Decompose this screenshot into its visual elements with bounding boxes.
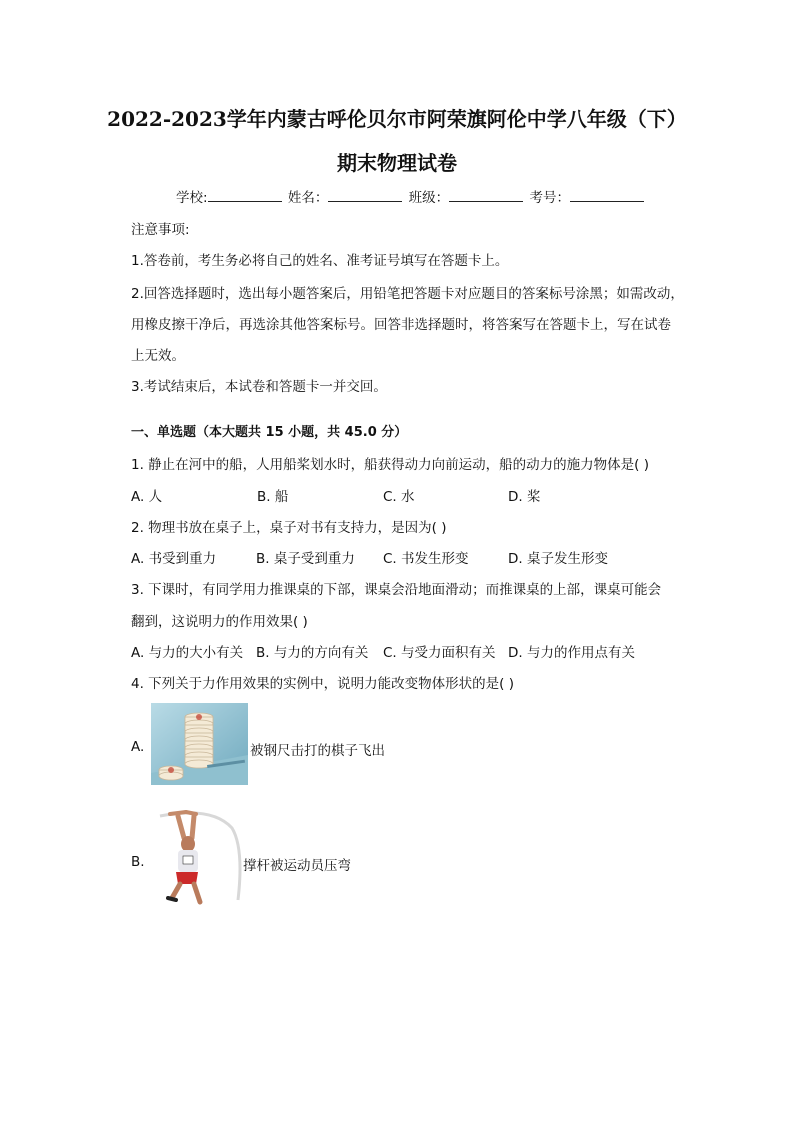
q2-option-c[interactable]: C. 书发生形变	[383, 551, 469, 567]
exam-no-blank	[570, 187, 644, 202]
school-blank	[208, 187, 282, 202]
class-label: 班级：	[408, 190, 450, 206]
q2-option-a[interactable]: A. 书受到重力	[131, 551, 217, 567]
note-1: 1.答卷前，考生务必将自己的姓名、准考证号填写在答题卡上。	[131, 253, 509, 269]
q2-option-b[interactable]: B. 桌子受到重力	[256, 551, 355, 567]
question-2-stem: 2. 物理书放在桌子上，桌子对书有支持力，是因为( )	[131, 520, 447, 536]
student-info-row	[176, 186, 646, 206]
q4-option-a-label[interactable]: A.	[131, 739, 145, 755]
name-label: 姓名：	[287, 190, 329, 206]
pole-vaulter-image	[152, 808, 242, 906]
question-3-stem-line1: 3. 下课时，有同学用力推课桌的下部，课桌会沿地面滑动；而推课桌的上部，课桌可能会	[131, 582, 662, 598]
note-2-line3: 上无效。	[131, 348, 185, 364]
exam-title-line2: 期末物理试卷	[337, 151, 457, 175]
question-1-stem: 1. 静止在河中的船，人用船桨划水时，船获得动力向前运动，船的动力的施力物体是( )	[131, 457, 649, 473]
question-3-stem-line2: 翻到，这说明力的作用效果( )	[131, 614, 308, 630]
q3-option-c[interactable]: C. 与受力面积有关	[383, 645, 496, 661]
q3-option-b[interactable]: B. 与力的方向有关	[256, 645, 369, 661]
note-3: 3.考试结束后，本试卷和答题卡一并交回。	[131, 379, 387, 395]
q2-option-d[interactable]: D. 桌子发生形变	[508, 551, 608, 567]
q4-option-b-text: 撑杆被运动员压弯	[243, 858, 351, 874]
q4-option-a-text: 被钢尺击打的棋子飞出	[250, 743, 385, 759]
q1-option-a[interactable]: A. 人	[131, 489, 163, 505]
q1-option-b[interactable]: B. 船	[257, 489, 289, 505]
q1-option-c[interactable]: C. 水	[383, 489, 415, 505]
q3-option-d[interactable]: D. 与力的作用点有关	[508, 645, 635, 661]
name-blank	[328, 187, 402, 202]
class-blank	[449, 187, 523, 202]
checkers-stack-image	[151, 703, 248, 785]
note-2-line2: 用橡皮擦干净后，再选涂其他答案标号。回答非选择题时，将答案写在答题卡上，写在试卷	[131, 317, 671, 333]
school-label: 学校:	[176, 190, 208, 206]
notes-heading: 注意事项:	[131, 222, 190, 238]
q3-option-a[interactable]: A. 与力的大小有关	[131, 645, 244, 661]
section-heading: 一、单选题（本大题共 15 小题，共 45.0 分）	[131, 425, 408, 440]
exam-no-label: 考号：	[529, 190, 570, 206]
q1-option-d[interactable]: D. 桨	[508, 489, 541, 505]
exam-title-line1: 2022-2023学年内蒙古呼伦贝尔市阿荣旗阿伦中学八年级（下）	[107, 107, 687, 131]
note-2-line1: 2.回答选择题时，选出每小题答案后，用铅笔把答题卡对应题目的答案标号涂黑；如需改动，	[131, 286, 684, 302]
q4-option-b-label[interactable]: B.	[131, 854, 145, 870]
question-4-stem: 4. 下列关于力作用效果的实例中，说明力能改变物体形状的是( )	[131, 676, 514, 692]
